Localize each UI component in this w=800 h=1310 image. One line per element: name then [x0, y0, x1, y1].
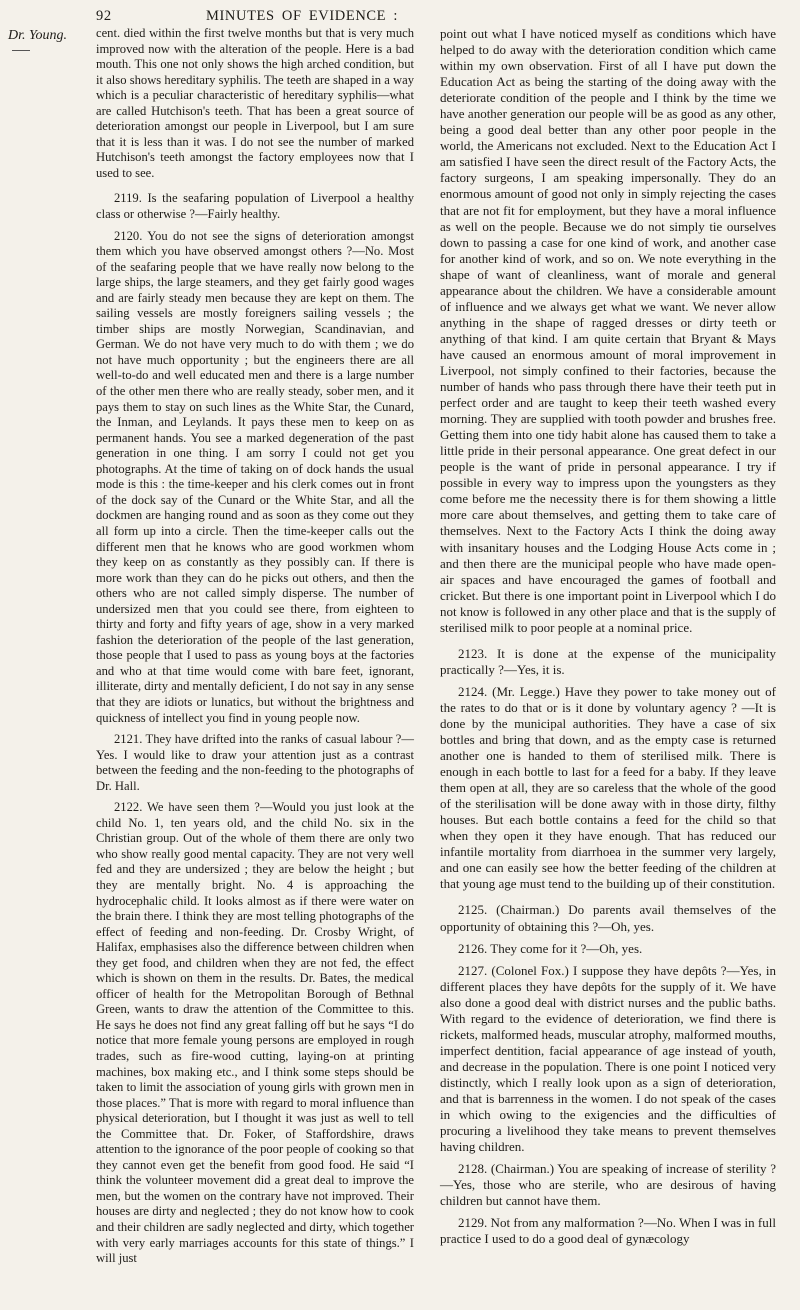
paragraph: 2121. They have drifted into the ranks of casual labour ?—Yes. I would like to draw your attention just as a contrast between the feeding and the non-feeding to the photographs of Dr. Hall. [96, 732, 414, 793]
paragraph: point out what I have noticed myself as conditions which have helped to do away with the deterioration condition which came within my own observation. First of all I have put down the Education Act as being the starting of the doing away with the deteriorate condition of the people and I think by the time we have another generation our people will be as good as any other, being a good deal better than any other poor people in the world, the Americans not excluded. Next to the Education Act I am satisfied I have seen the direct result of the Factory Acts, the factory surgeons, I am speaking impersonally. They do an enormous amount of good not only in simply rejecting the cases that are not fit for employment, but they have a moral influence as well on the people. Because we do not simply tie ourselves down to passing a case for one kind of work, and another case for another kind of work, and so on. We note everything in the shape of want of cleanliness, want of morale and general appearance about the children. We have a considerable amount of influence and we always get what we want. We never allow anything in the shape of ragged dresses or dirty teeth or anything of that kind. I am quite certain that Bryant & Mays have caused an enormous amount of moral improvement in Liverpool, not simply confined to their factories, because the number of hands who pass through there have their teeth put in perfect order and are taught to keep their teeth washed every morning. They are supplied with tooth powder and brushes free. Getting them into one tidy habit alone has caused them to take a little pride in their personal appearance. One great defect in our people is the want of pride in personal appearance. I try if possible in every way to impress upon the youngsters as they come before me the necessity there is for them showing a little more care about themselves, and getting them to take care of themselves. Next to the Factory Acts I think the doing away with insanitary houses and the Lodging House Acts come in ; and then there are the municipal people who have made open-air spaces and have encouraged the games of football and cricket. But there is one important point in Liverpool which I do not know is followed in any other place and that is the supply of sterilised milk to poor people at a nominal price. [440, 26, 776, 635]
paragraph: 2120. You do not see the signs of deterioration amongst them which you have observed amongst others ?—No. Most of the seafaring people that we have really now belong to the large ships, the large steamers, and they get fairly good wages and are fairly steady men because they are kept on them. The sailing vessels are mostly foreigners sailing vessels ; the timber ships are mostly Norwegian, Scandinavian, and German. We do not have very much to do with them ; we do not have much opportunity ; but the engineers there are all well-to-do and well educated men and there is a large number of the other men there who are really steady, sober men, and it pays them to stay on such lines as the White Star, the Cunard, the Inman, and Leylands. It pays these men to keep on as permanent hands. You see a marked degeneration of the past generation in one thing. I am sorry I could not get you photographs. At the time of taking on of dock hands the usual mode is this : the time-keeper and his clerk comes out in front of the dock say of the Cunard or the White Star, and all the dockmen are hanging round and as soon as they come out they all form up into a circle. Then the time-keeper calls out the different men that he knows who are good workmen whom they keep on as constantly as they possibly can. If there is more work than they can do he picks out others, and then the others who are not called simply disperse. The number of undersized men that you could see there, from eighteen to thirty and forty and fifty years of age, show in a very marked fashion the deterioration of the people of the last generation, those people that I used to pass as young boys at the factories and who at that time would come with bare feet, ignorant, illiterate, dirty and mentally deficient, I do not say in any sense that they are idiots or lunatics, but without the brightness and quickness of intellect you find in young people now. [96, 228, 414, 725]
page-number: 92 [96, 8, 112, 24]
paragraph: 2122. We have seen them ?—Would you just look at the child No. 1, ten years old, and the child No. six in the Christian group. Out of the whole of them there are only two who show really good mental capacity. They are not very well fed and they are undersized ; they are below the height ; but they are mentally bright. No. 4 is approaching the hydrocephalic child. It looks almost as if there were water on the brain there. I think they are most telling photographs of the effect of feeding and non-feeding. Dr. Crosby Wright, of Halifax, emphasises also the difference between children when they get food, and children when they are not fed, the effect which is shown on them in the results. Dr. Bates, the medical officer of health for the Metropolitan Borough of Bethnal Green, wants to draw the attention of the Committee to this. He says he does not find any great falling off but he says “I do notice that more female young persons are employed in rough trades, such as fire-wood cutting, laying-on at printing machines, box making etc., and I think some steps should be taken to limit the association of young girls with grown men in those places.” That is more with regard to moral influence than physical deterioration, but I thought it was just as well to tell the Committee that. Dr. Foker, of Staffordshire, draws attention to the ignorance of the poor people of cooking so that they cannot even get the benefit from good food. He said “I think the volunteer movement did a great deal to improve the men, but the women on the contrary have not improved. Their houses are dirty and neglected ; they do not know how to cook and their children are sadly neglected and dirty, which together with very early marriages accounts for this state of things.” I will just [96, 800, 414, 1266]
paragraph: 2119. Is the seafaring population of Liverpool a healthy class or otherwise ?—Fairly healthy. [96, 191, 414, 222]
right-column [440, 26, 776, 1253]
running-title: MINUTES OF EVIDENCE : [206, 8, 398, 24]
paragraph: 2125. (Chairman.) Do parents avail themselves of the opportunity of obtaining this ?—Oh, yes. [440, 902, 776, 934]
paragraph: 2123. It is done at the expense of the municipality practically ?—Yes, it is. [440, 645, 776, 677]
witness-name: Dr. Young. [8, 28, 68, 43]
paragraph: 2129. Not from any malformation ?—No. When I was in full practice I used to do a good deal of gynæcology [440, 1215, 776, 1247]
paragraph: 2126. They come for it ?—Oh, yes. [458, 940, 643, 956]
left-column [96, 26, 414, 1273]
margin-rule [12, 50, 30, 51]
paragraph: 2128. (Chairman.) You are speaking of increase of sterility ?—Yes, those who are sterile, who are desirous of having children but cannot have them. [440, 1161, 776, 1209]
paragraph: 2124. (Mr. Legge.) Have they power to take money out of the rates to do that or is it done by voluntary agency ? —It is done by the municipal authorities. They have a case of six bottles and bring that down, and as the empty case is returned another one is handed to them of sterilised milk. There is enough in each bottle to last for a feed for a baby. If they leave them open at all, they are so careless that the whole of the good of the sterilisation will be done away with in those dirty, filthy houses. But each bottle contains a feed for the child so that when they open it they have enough. That has reduced our infantile mortality from diarrhoea in the summer very largely, and one can easily see how the better feeding of the children at that young age must tend to the building up of their constitution. [440, 683, 776, 892]
paragraph: cent. died within the first twelve months but that is very much improved now with the alteration of the people. Here is a bad mouth. This one not only shows the high arched condition, but it also shows hereditary syphilis. The teeth are shaped in a way which is a peculiar characteristic of hereditary syphilis—what are called Hutchison's teeth. That has been a great source of deterioration amongst our people in Liverpool, but I am sure that it is less than it was. I do not see the number of marked Hutchison's teeth amongst the factory employees now that I used to see. [96, 26, 414, 180]
paragraph: 2127. (Colonel Fox.) I suppose they have depôts ?—Yes, in different places they have depôts for the supply of it. We have also done a good deal with district nurses and the public baths. With regard to the evidence of deterioration, we find there is rickets, malformed heads, muscular atrophy, malformed mouths, imperfect dentition, facial appearance of age instead of youth, and decrease in the population. There is one point I noticed very distinctly, which I really look upon as a sign of deterioration, and that is barrenness in the women. I do not speak of the cases in which owing to the exigencies and the difficulties of procuring a livelihood they take means to prevent themselves having children. [440, 962, 776, 1155]
